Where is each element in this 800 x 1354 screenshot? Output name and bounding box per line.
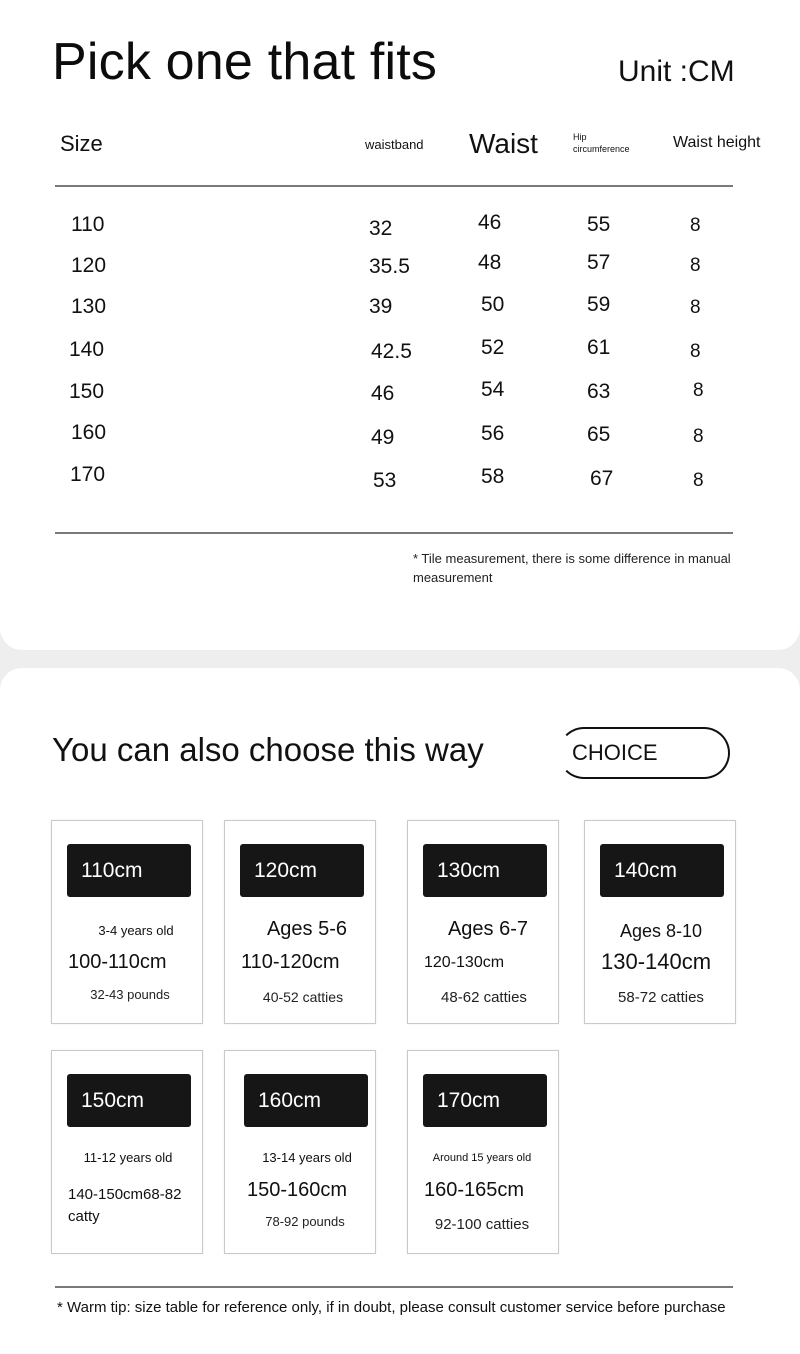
cell-waist-height: 8 bbox=[693, 470, 704, 491]
cell-waist: 54 bbox=[481, 378, 505, 401]
header-waistband: waistband bbox=[365, 137, 424, 152]
size-badge: 160cm bbox=[244, 1074, 368, 1127]
table-row bbox=[0, 380, 800, 410]
cell-waist-height: 8 bbox=[693, 426, 704, 447]
cell-waist: 50 bbox=[481, 293, 505, 316]
cell-waist: 46 bbox=[478, 211, 502, 234]
table-row bbox=[0, 421, 800, 451]
age-label: 3-4 years old bbox=[98, 923, 174, 938]
table-row bbox=[0, 251, 800, 284]
cell-waistband: 35.5 bbox=[369, 255, 410, 278]
height-range: 160-165cm bbox=[424, 1179, 525, 1201]
table-row bbox=[0, 295, 800, 325]
table-row bbox=[0, 213, 800, 243]
height-range: 120-130cm bbox=[424, 954, 505, 971]
size-badge: 110cm bbox=[67, 844, 191, 897]
table-bottom-divider bbox=[55, 532, 733, 534]
header-waist: Waist bbox=[469, 128, 538, 159]
height-range: 140-150cm68-82 catty bbox=[68, 1186, 182, 1225]
size-card-160[interactable] bbox=[224, 1050, 376, 1254]
cell-size: 140 bbox=[69, 338, 105, 361]
size-badge: 140cm bbox=[600, 844, 724, 897]
cell-hip: 61 bbox=[587, 336, 611, 359]
choice-pill: CHOICE bbox=[558, 727, 730, 779]
weight-label: 78-92 pounds bbox=[265, 1214, 345, 1229]
footer-divider bbox=[55, 1286, 733, 1288]
cell-size: 110 bbox=[71, 213, 105, 236]
size-badge: 150cm bbox=[67, 1074, 191, 1127]
weight-label: 40-52 catties bbox=[262, 989, 344, 1005]
cell-hip: 67 bbox=[590, 467, 614, 490]
measurement-note: * Tile measurement, there is some difference in manual measurement bbox=[413, 551, 731, 585]
size-card-140[interactable] bbox=[584, 820, 736, 1024]
cell-hip: 59 bbox=[587, 293, 611, 316]
age-label: Ages 5-6 bbox=[266, 918, 348, 940]
cell-hip: 63 bbox=[587, 380, 611, 403]
cell-waist-height: 8 bbox=[690, 297, 701, 318]
page-title: Pick one that fits bbox=[52, 33, 438, 91]
age-label: 13-14 years old bbox=[262, 1150, 352, 1165]
choose-title: You can also choose this way bbox=[52, 731, 484, 768]
cell-size: 160 bbox=[71, 421, 107, 444]
size-card-120[interactable] bbox=[224, 820, 376, 1024]
header-waist-height: Waist height bbox=[673, 134, 761, 151]
cell-size: 120 bbox=[71, 254, 107, 277]
cell-waistband: 32 bbox=[369, 217, 393, 240]
height-range: 110-120cm bbox=[241, 951, 340, 973]
size-badge: 120cm bbox=[240, 844, 364, 897]
cell-waistband: 39 bbox=[369, 295, 393, 318]
cell-waistband: 49 bbox=[371, 426, 395, 449]
cell-hip: 57 bbox=[587, 251, 611, 274]
weight-label: 92-100 catties bbox=[434, 1216, 530, 1233]
warm-tip: * Warm tip: size table for reference only, if in doubt, please consult customer service before purchase bbox=[57, 1299, 726, 1316]
cell-size: 170 bbox=[70, 463, 106, 486]
cell-waist-height: 8 bbox=[690, 341, 701, 362]
size-card-110[interactable] bbox=[51, 820, 203, 1024]
age-label: Ages 6-7 bbox=[447, 918, 529, 940]
size-card-170[interactable] bbox=[407, 1050, 559, 1254]
weight-label: 58-72 catties bbox=[618, 989, 704, 1006]
weight-label: 48-62 catties bbox=[441, 989, 527, 1006]
age-label: 11-12 years old bbox=[83, 1150, 173, 1165]
header-hip-circumference: Hip circumference bbox=[573, 132, 630, 154]
weight-label: 32-43 pounds bbox=[90, 987, 170, 1002]
cell-waist: 48 bbox=[478, 251, 502, 274]
table-top-divider bbox=[55, 185, 733, 187]
unit-label: Unit :CM bbox=[618, 55, 735, 88]
height-range: 100-110cm bbox=[68, 951, 167, 973]
cell-waist-height: 8 bbox=[690, 255, 701, 276]
cell-waist-height: 8 bbox=[693, 380, 704, 401]
cell-waist-height: 8 bbox=[690, 215, 701, 236]
height-range: 150-160cm bbox=[247, 1179, 348, 1201]
table-row bbox=[0, 463, 800, 493]
size-badge: 170cm bbox=[423, 1074, 547, 1127]
table-row bbox=[0, 338, 800, 368]
size-badge: 130cm bbox=[423, 844, 547, 897]
cell-waist: 52 bbox=[481, 336, 505, 359]
cell-size: 150 bbox=[69, 380, 105, 403]
cell-hip: 55 bbox=[587, 213, 611, 236]
size-card-150[interactable] bbox=[51, 1050, 203, 1254]
cell-waistband: 53 bbox=[373, 469, 397, 492]
cell-waistband: 46 bbox=[371, 382, 395, 405]
age-label: Around 15 years old bbox=[432, 1152, 532, 1164]
cell-waistband: 42.5 bbox=[371, 340, 412, 363]
size-chart-panel bbox=[0, 0, 800, 650]
cell-waist: 58 bbox=[481, 465, 505, 488]
height-range: 130-140cm bbox=[601, 949, 712, 974]
cell-waist: 56 bbox=[481, 422, 505, 445]
cell-size: 130 bbox=[71, 295, 107, 318]
age-label: Ages 8-10 bbox=[619, 921, 703, 941]
header-size: Size bbox=[60, 131, 103, 156]
size-card-130[interactable] bbox=[407, 820, 559, 1024]
cell-hip: 65 bbox=[587, 423, 611, 446]
